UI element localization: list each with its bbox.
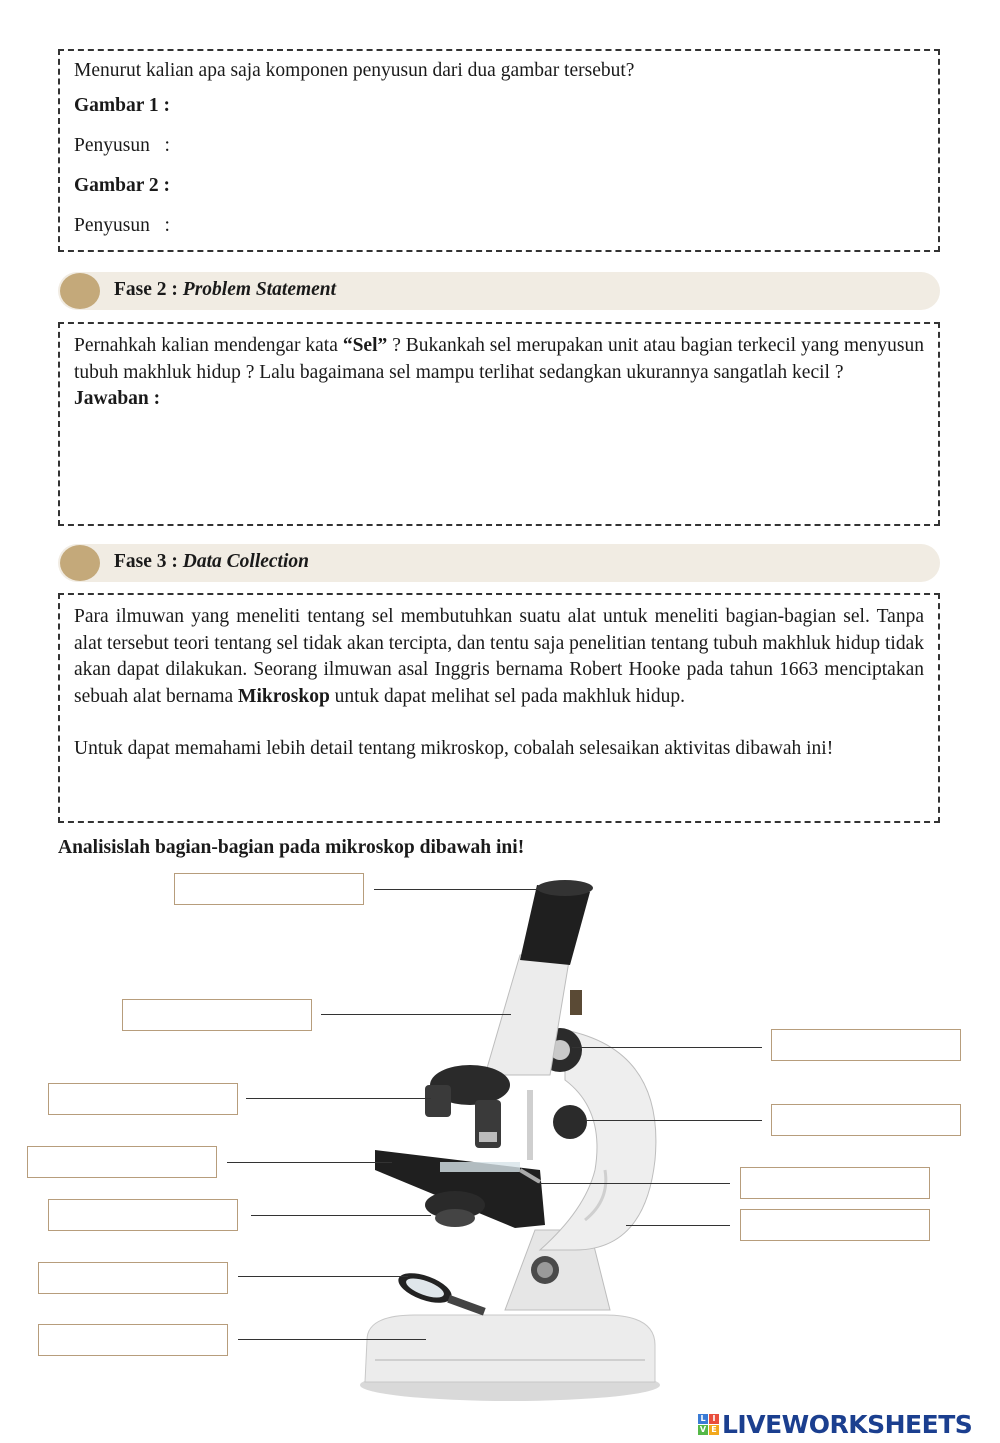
answer-box-fine-focus[interactable] <box>771 1104 961 1136</box>
leader-line <box>572 1047 762 1048</box>
penyusun-2-label: Penyusun : <box>74 215 170 236</box>
leader-line <box>586 1120 762 1121</box>
answer-box-mirror[interactable] <box>38 1262 228 1294</box>
microscope-instruction: Analisislah bagian-bagian pada mikroskop dibawah ini! <box>58 837 525 858</box>
leader-line <box>227 1162 392 1163</box>
answer-box-arm[interactable] <box>740 1209 930 1241</box>
phase-bullet-circle <box>60 273 100 309</box>
answer-label: Jawaban : <box>74 388 161 409</box>
leader-line <box>538 1183 730 1184</box>
answer-box-coarse-focus[interactable] <box>771 1029 961 1061</box>
answer-box-body-tube[interactable] <box>122 999 312 1031</box>
answer-box-stage-clip[interactable] <box>740 1167 930 1199</box>
leader-line <box>238 1276 408 1277</box>
phase-3-title: Fase 3 : Data Collection <box>114 551 309 572</box>
data-collection-box <box>58 593 940 823</box>
answer-box-condenser[interactable] <box>48 1199 238 1231</box>
liveworksheets-logo <box>698 1408 972 1440</box>
penyusun-1-label: Penyusun : <box>74 135 170 156</box>
data-collection-paragraph-1: Para ilmuwan yang meneliti tentang sel membutuhkan suatu alat untuk meneliti bagian-bagian sel. Tanpa alat tersebut teori tentang sel tidak akan tercipta, dan tentu saja penelitian tentang tubuh makhluk hidup tidak akan dapat dilakukan. Seorang ilmuwan asal Inggris bernama Robert Hooke pada tahun 1663 menciptakan sebuah alat bernama Mikroskop untuk dapat melihat sel pada makhluk hidup. <box>74 606 924 707</box>
answer-box-base[interactable] <box>38 1324 228 1356</box>
microscope-illustration <box>355 870 675 1405</box>
gambar-2-label: Gambar 2 : <box>74 175 171 196</box>
phase-3-header <box>58 544 940 582</box>
leader-line <box>238 1339 426 1340</box>
leader-line <box>251 1215 431 1216</box>
data-collection-paragraph-2: Untuk dapat memahami lebih detail tentang mikroskop, cobalah selesaikan aktivitas dibawah ini! <box>74 738 834 759</box>
question-text: Menurut kalian apa saja komponen penyusun dari dua gambar tersebut? <box>74 60 635 81</box>
logo-grid-icon: L I V E <box>698 1414 719 1435</box>
leader-line <box>374 889 560 890</box>
leader-line <box>246 1098 431 1099</box>
problem-statement-box <box>58 322 940 526</box>
answer-box-stage[interactable] <box>27 1146 217 1178</box>
problem-statement-text: Pernahkah kalian mendengar kata “Sel” ? Bukankah sel merupakan unit atau bagian terkecil yang menyusun tubuh makhluk hidup ? Lalu bagaimana sel mampu terlihat sedangkan ukurannya sangatlah kecil ? <box>74 335 924 383</box>
logo-text: LIVEWORKSHEETS <box>722 1409 973 1439</box>
leader-line <box>321 1014 511 1015</box>
gambar-1-label: Gambar 1 : <box>74 95 171 116</box>
phase-2-title: Fase 2 : Problem Statement <box>114 279 337 300</box>
answer-box-objective[interactable] <box>48 1083 238 1115</box>
question-box-components <box>58 49 940 252</box>
phase-2-header <box>58 272 940 310</box>
answer-box-eyepiece[interactable] <box>174 873 364 905</box>
phase-bullet-circle <box>60 545 100 581</box>
leader-line <box>626 1225 730 1226</box>
